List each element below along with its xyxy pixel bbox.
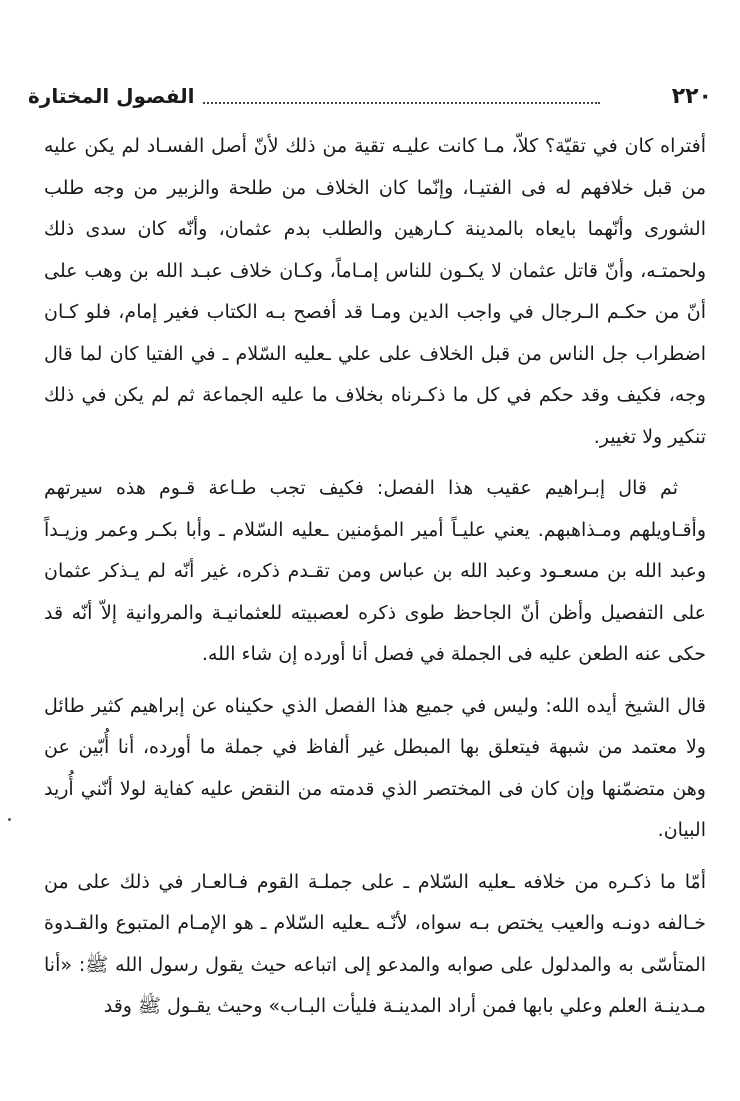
running-header <box>28 84 712 112</box>
paragraph-4: أمّا ما ذكـره من خلافه ـعليه السّلام ـ على جملـة القوم فـالعـار في ذلك على من خـالفه دونـه والعيب يختص بـه سواه، لأنّـه ـعليه السّلام ـ هو الإمـام المتبوع والقـدوة المتأسّى به والمدلول على صوابه والمدعو إلى اتباعه حيث يقول رسول الله ﷺ: «أنا مـدينـة العلم وعلي بابها فمن أراد المدينـة فليأت البـاب» وحيث يقـول ﷺ وقد <box>44 870 706 1017</box>
book-title: الفصول المختارة <box>28 84 203 108</box>
body-text <box>44 126 706 1038</box>
paragraph-1: أفتراه كان في تقيّة؟ كلاّ، مـا كانت عليـه تقية من ذلك لأنّ أصل الفسـاد لم يكن عليه من قبل خلافهم له فى الفتيـا، وإنّما كان الخلاف من طلحة والزبير من وجه طلب الشورى وأنّهما بايعاه بالمدينة كـارهين والطلب بدم عثمان، وأنّه كان سدى ذلك ولحمتـه، وأنّ قاتل عثمان لا يكـون للناس إمـاماً، وكـان خلاف عبـد الله بن وهب على أنّ من حكـم الـرجال في واجب الدين ومـا قد أفصح بـه الكتاب فغير إمام، فلو كـان اضطراب جل الناس من قبل الخلاف على علي ـعليه السّلام ـ في الفتيا كان لما قال وجه، فكيف وقد حكم في كل ما ذكـرناه بخلاف ما عليه الجماعة ثم لم يكن في ذلك تنكير ولا تغيير. <box>44 135 706 448</box>
paragraph-3: قال الشيخ أيده الله: وليس في جميع هذا الفصل الذي حكيناه عن إبراهيم كثير طائل ولا معتمد من شبهة فيتعلق بها المبطل غير ألفاظ في جملة ما أورده، أنا أُبّين عن وهن متضمّنها وإن كان فى المختصر الذي قدمته من النقض عليه كفاية لولا أنّني أُريد البيان. <box>44 694 706 841</box>
page-number: ٢٢٠ <box>671 84 712 109</box>
paragraph-2: ثم قال إبـراهيم عقيب هذا الفصل: فكيف تجب طـاعة قـوم هذه سيرتهم وأقـاويلهم ومـذاهبهم. يعني عليـاً أمير المؤمنين ـعليه السّلام ـ وأبا بكـر وعمر وزيـداً وعبد الله بن مسعـود وعبد الله بن عباس ومن تقـدم ذكره، غير أنّه لم يـذكر عثمان على التفصيل وأظن أنّ الجاحظ طوى ذكره لعصبيته للعثمانيـة والمروانية إلاّ أنّه قد حكى عنه الطعن عليه فى الجملة في فصل أنا أورده إن شاء الله. <box>44 477 706 665</box>
margin-mark <box>8 818 11 821</box>
header-dotted-rule <box>168 102 600 104</box>
